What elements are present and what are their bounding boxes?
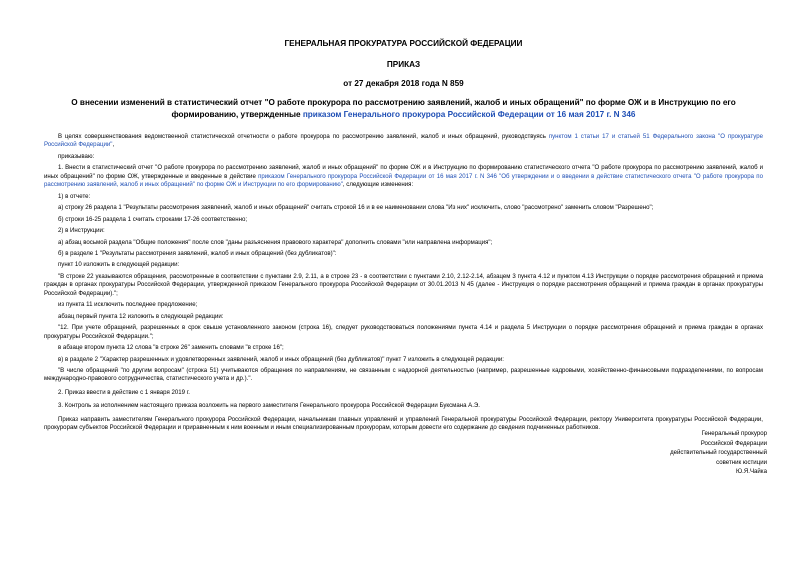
document-body	[44, 133, 763, 433]
subitem-instruction-v-text: "В числе обращений "по другим вопросам" (строка 51) учитываются обращения по направлениям, не связанным с надзорной деятельностью (например, разрешенные кадровыми, хозяйственно-финансовыми подразделениями, по вопросам международно-правового сотрудничества, статистического учета и др.).".	[44, 366, 763, 383]
document-title	[50, 97, 757, 121]
title-text: О внесении изменений в статистический отчет "О работе прокурора по рассмотрению заявлений, жалоб и иных обращений" по форме ОЖ и в Инструкцию по его формированию, утвержденные	[71, 98, 736, 119]
point-12-text: "12. При учете обращений, разрешенных в срок свыше установленного законом (строка 16), следует руководствоваться положениями пункта 4.14 и раздела 5 Инструкции о порядке рассмотрения обращений и приема граждан в органах прокуратуры Российской Федерации.";	[44, 324, 763, 340]
signature-rank: действительный государственный	[670, 449, 767, 457]
signature-country: Российской Федерации	[700, 439, 767, 447]
subitem-instruction-b: б) в разделе 1 "Результаты рассмотрения заявлений, жалоб и иных обращений (без дубликатов)":	[58, 249, 337, 257]
intro-text-end: ,	[112, 141, 115, 149]
order-346-link[interactable]: приказом Генерального прокурора Российской Федерации от 16 мая 2017 г. N 346 "Об утверждении и о введении в действие статистического отчета "О работе прокурора по рассмотрению заявлений, жалоб и иных обращений" по форме ОЖ и Инструкции по его формированию"	[44, 172, 763, 189]
subitem-instruction-a: а) абзац восьмой раздела "Общие положения" после слов "даны разъяснения правового характера" дополнить словами "или направлена информация";	[58, 238, 493, 246]
subitem-report-b: б) строки 16-25 раздела 1 считать строками 17-26 соответственно;	[58, 215, 248, 223]
subitem-instruction-v: в) в разделе 2 "Характер разрешенных и удовлетворенных заявлений, жалоб и иных обращений (без дубликатов)" пункт 7 изложить в следующей редакции:	[58, 355, 504, 363]
item-2: 2. Приказ ввести в действие с 1 января 2019 г.	[58, 388, 190, 396]
subitem-instruction: 2) в Инструкции:	[58, 227, 105, 235]
item-1-text-end: , следующие изменения:	[342, 181, 414, 189]
point-10-text: "В строке 22 указываются обращения, рассмотренные в соответствии с пунктами 2.9, 2.11, а в строке 23 - в соответствии с пунктами 2.10, 2.12-2.14, абзацем 3 пункта 4.12 и пунктом 4.13 Инструкции о порядке рассмотрения обращений и приема граждан в органах прокуратуры Российской Федерации, утвержденной приказом Генерального прокурора Российской Федерации от 30.01.2013 N 45 (далее - Инструкция о порядке рассмотрения обращений и приема граждан в органах прокуратуры Российской Федерации).";	[44, 272, 763, 297]
item-3: 3. Контроль за исполнением настоящего приказа возложить на первого заместителя Генерального прокурора Российской Федерации Буксмана А.Э.	[58, 402, 481, 410]
law-link[interactable]: пунктом 1 статьи 17 и статьей 51 Федерального закона "О прокуратуре Российской Федерации"	[44, 133, 763, 149]
subitem-report-a: а) строку 26 раздела 1 "Результаты рассмотрения заявлений, жалоб и иных обращений" считать строкой 16 и в ее наименовании слова "Из них" исключить, слово "рассмотрено" заменить словом "Разрешено";	[58, 204, 654, 212]
signature-block	[670, 429, 767, 477]
signature-position: Генеральный прокурор	[701, 430, 767, 437]
point-12: абзац первый пункта 12 изложить в следующей редакции:	[58, 312, 224, 320]
issuer-heading: ГЕНЕРАЛЬНАЯ ПРОКУРАТУРА РОССИЙСКОЙ ФЕДЕРАЦИИ	[284, 39, 523, 48]
date-number-heading: от 27 декабря 2018 года N 859	[343, 79, 464, 88]
item-1-text: 1. Внести в статистический отчет "О работе прокурора по рассмотрению заявлений, жалоб и иных обращений" по форме ОЖ и в Инструкцию по формированию статистического отчета "О работе прокурора по рассмотрению заявлений, жалоб и иных обращений" по форме ОЖ, утвержденные и введенные в действие	[44, 164, 763, 180]
point-10: пункт 10 изложить в следующей редакции:	[58, 261, 180, 269]
intro-text: В целях совершенствования ведомственной статистической отчетности о работе прокурора по рассмотрению заявлений, жалоб и иных обращений, руководствуясь	[58, 133, 549, 140]
distribution-paragraph: Приказ направить заместителям Генерального прокурора Российской Федерации, начальникам главных управлений и управлений Генеральной прокуратуры Российской Федерации, ректору Университета прокуратуры Российской Федерации, прокурорам субъектов Российской Федерации и приравненным к ним военным и иным специализированным прокурорам, которым довести его содержание до сведения подчиненных работников.	[44, 415, 763, 432]
signature-name: Ю.Я.Чайка	[736, 468, 767, 476]
title-order-link[interactable]: приказом Генерального прокурора Российской Федерации от 16 мая 2017 г. N 346	[302, 110, 636, 119]
point-11: из пункта 11 исключить последнее предложение;	[58, 301, 198, 309]
intro-paragraph	[44, 133, 763, 150]
document-type-heading: ПРИКАЗ	[386, 60, 421, 69]
point-12-second: в абзаце втором пункта 12 слова "в строке 26" заменить словами "в строке 16";	[58, 344, 284, 352]
signature-rank-2: советник юстиции	[716, 458, 767, 466]
order-word: приказываю:	[58, 152, 95, 160]
subitem-report: 1) в отчете:	[58, 192, 91, 200]
item-1	[44, 164, 763, 189]
